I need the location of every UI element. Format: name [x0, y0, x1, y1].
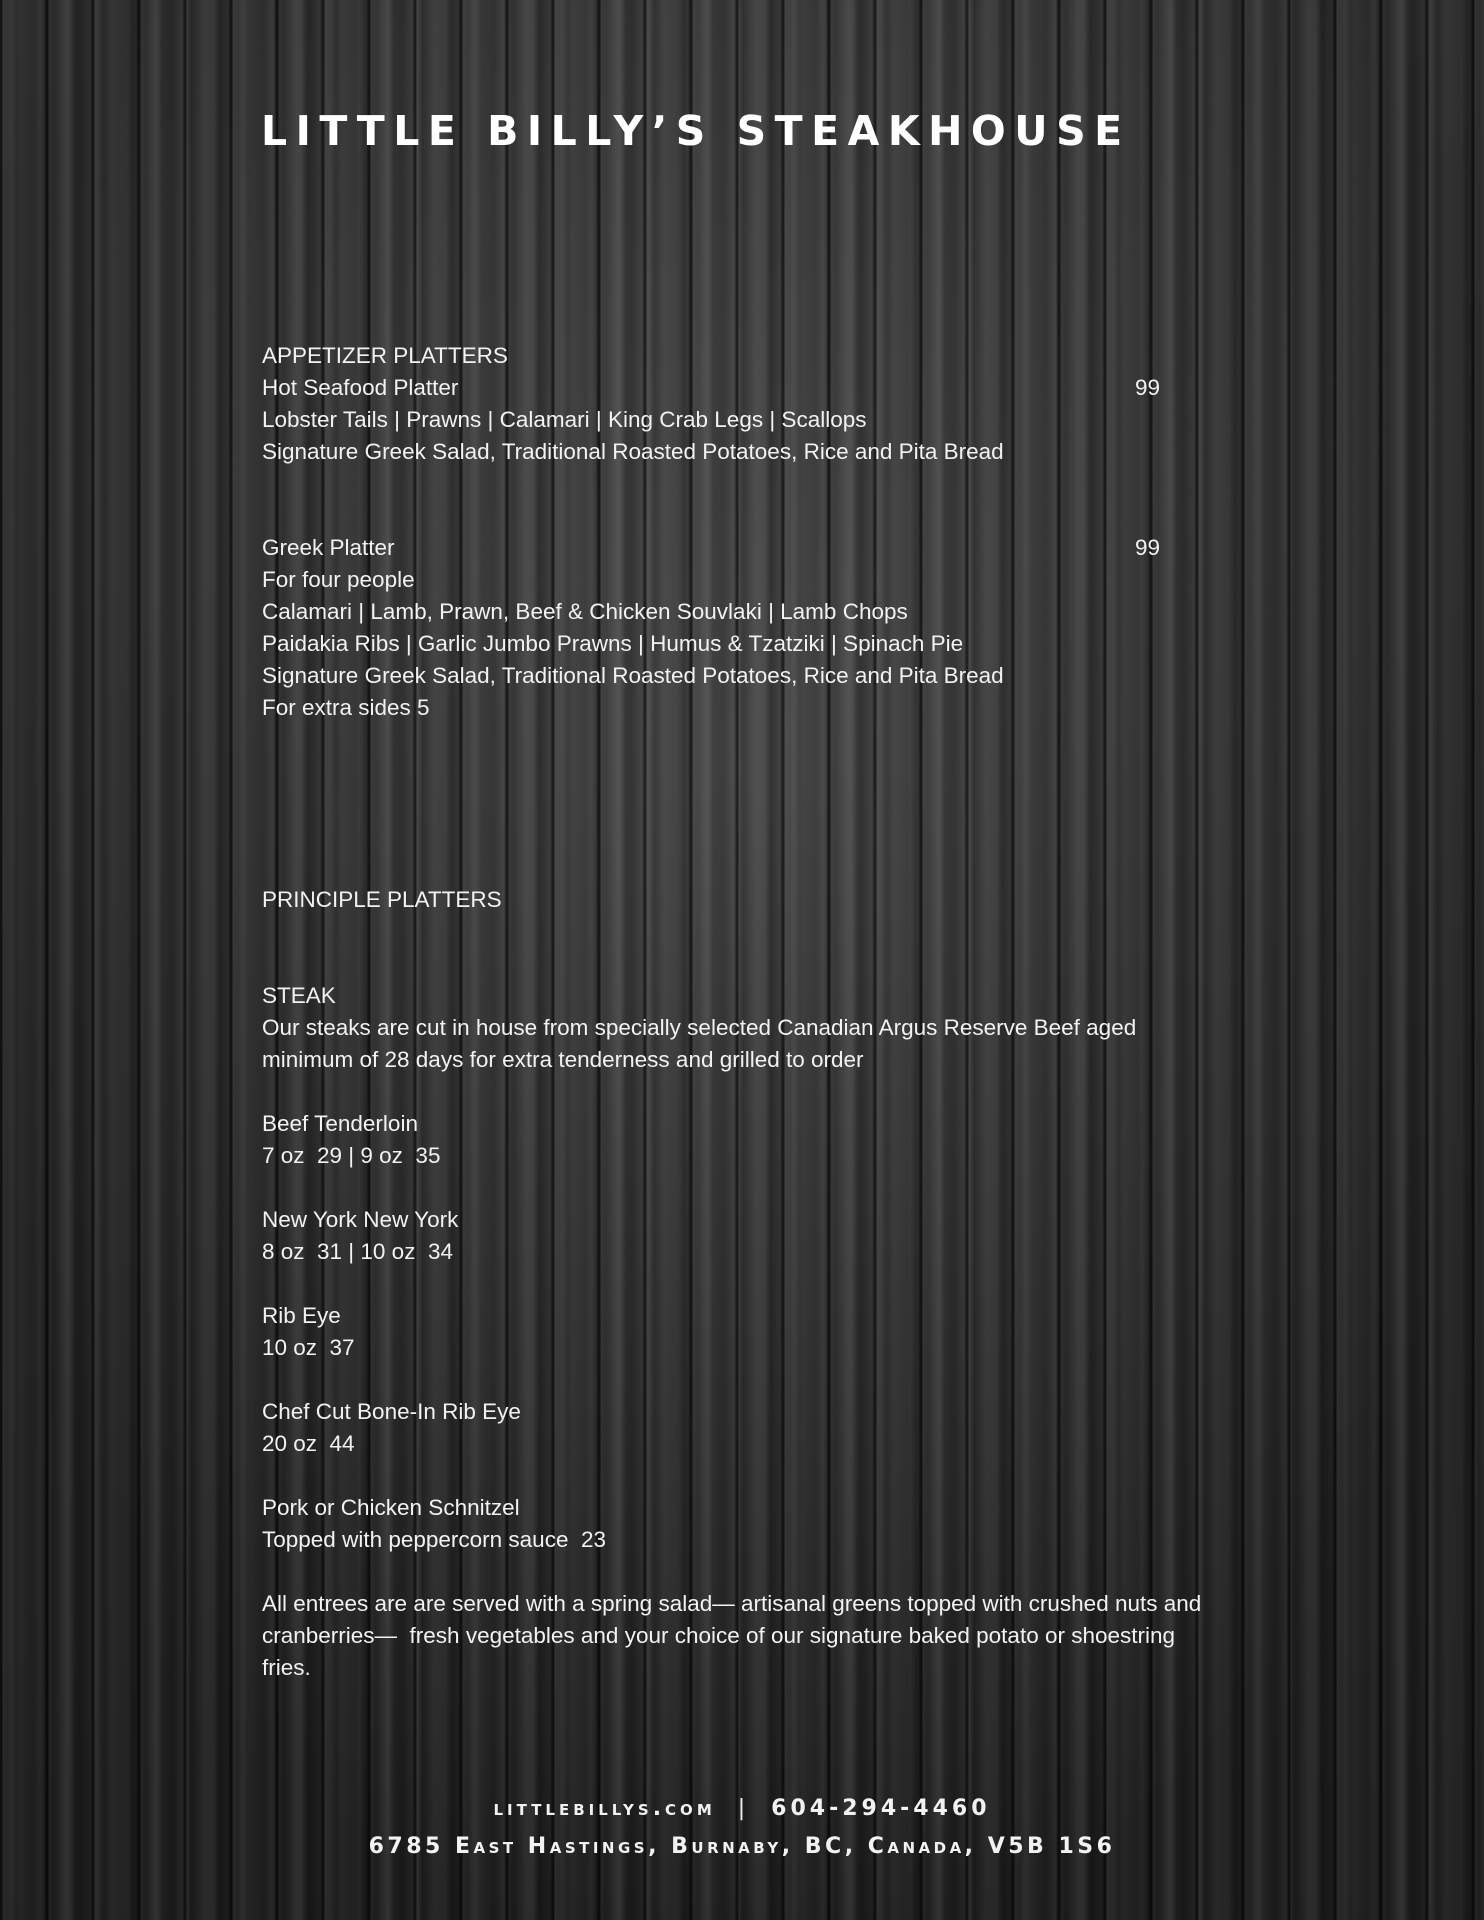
- item-description: For four people: [262, 567, 415, 592]
- steak-description: Our steaks are cut in house from specially selected Canadian Argus Reserve Beef aged minimum of 28 days for extra tenderness and grilled to order: [262, 1015, 1137, 1072]
- item-description: Lobster Tails | Prawns | Calamari | King Crab Legs | Scallops: [262, 407, 867, 432]
- item-description: Signature Greek Salad, Traditional Roasted Potatoes, Rice and Pita Bread: [262, 439, 1004, 464]
- menu-item-hot-seafood: [262, 372, 1222, 404]
- phone-number[interactable]: 604-294-4460: [771, 1796, 991, 1821]
- footer-separator: |: [737, 1796, 750, 1821]
- item-name: Greek Platter: [262, 535, 395, 560]
- menu-item-detail: 7 oz 29 | 9 oz 35: [262, 1143, 441, 1168]
- menu-item-name: Beef Tenderloin: [262, 1111, 418, 1136]
- item-description: Signature Greek Salad, Traditional Roasted Potatoes, Rice and Pita Bread: [262, 663, 1004, 688]
- website-link[interactable]: littlebillys.com: [493, 1796, 716, 1821]
- item-description: Paidakia Ribs | Garlic Jumbo Prawns | Humus & Tzatziki | Spinach Pie: [262, 631, 964, 656]
- footer-contact: [0, 1796, 1484, 1821]
- menu-item-name: Pork or Chicken Schnitzel: [262, 1495, 520, 1520]
- item-description: For extra sides 5: [262, 695, 430, 720]
- steak-heading: STEAK: [262, 983, 336, 1008]
- item-price: 99: [1135, 375, 1161, 400]
- menu-item-name: Rib Eye: [262, 1303, 341, 1328]
- menu-item-detail: 10 oz 37: [262, 1335, 355, 1360]
- footer-address: 6785 East Hastings, Burnaby, BC, Canada, V5B 1S6: [368, 1834, 1116, 1859]
- entrees-note: All entrees are are served with a spring salad— artisanal greens topped with crushed nuts and cranberries— fresh vegetables and your choice of our signature baked potato or shoestring fries.: [262, 1591, 1208, 1680]
- restaurant-title: LITTLE BILLY’S STEAKHOUSE: [261, 107, 1131, 155]
- menu-item-detail: Topped with peppercorn sauce 23: [262, 1527, 606, 1552]
- section-heading-appetizers: APPETIZER PLATTERS: [262, 343, 508, 368]
- menu-item-detail: 20 oz 44: [262, 1431, 355, 1456]
- menu-item-detail: 8 oz 31 | 10 oz 34: [262, 1239, 453, 1264]
- menu-content: [262, 340, 1222, 1684]
- item-price: 99: [1135, 535, 1161, 560]
- menu-item-name: New York New York: [262, 1207, 459, 1232]
- item-description: Calamari | Lamb, Prawn, Beef & Chicken Souvlaki | Lamb Chops: [262, 599, 908, 624]
- item-name: Hot Seafood Platter: [262, 375, 459, 400]
- section-heading-principle: PRINCIPLE PLATTERS: [262, 887, 502, 912]
- menu-item-greek-platter: [262, 532, 1222, 564]
- menu-item-name: Chef Cut Bone-In Rib Eye: [262, 1399, 521, 1424]
